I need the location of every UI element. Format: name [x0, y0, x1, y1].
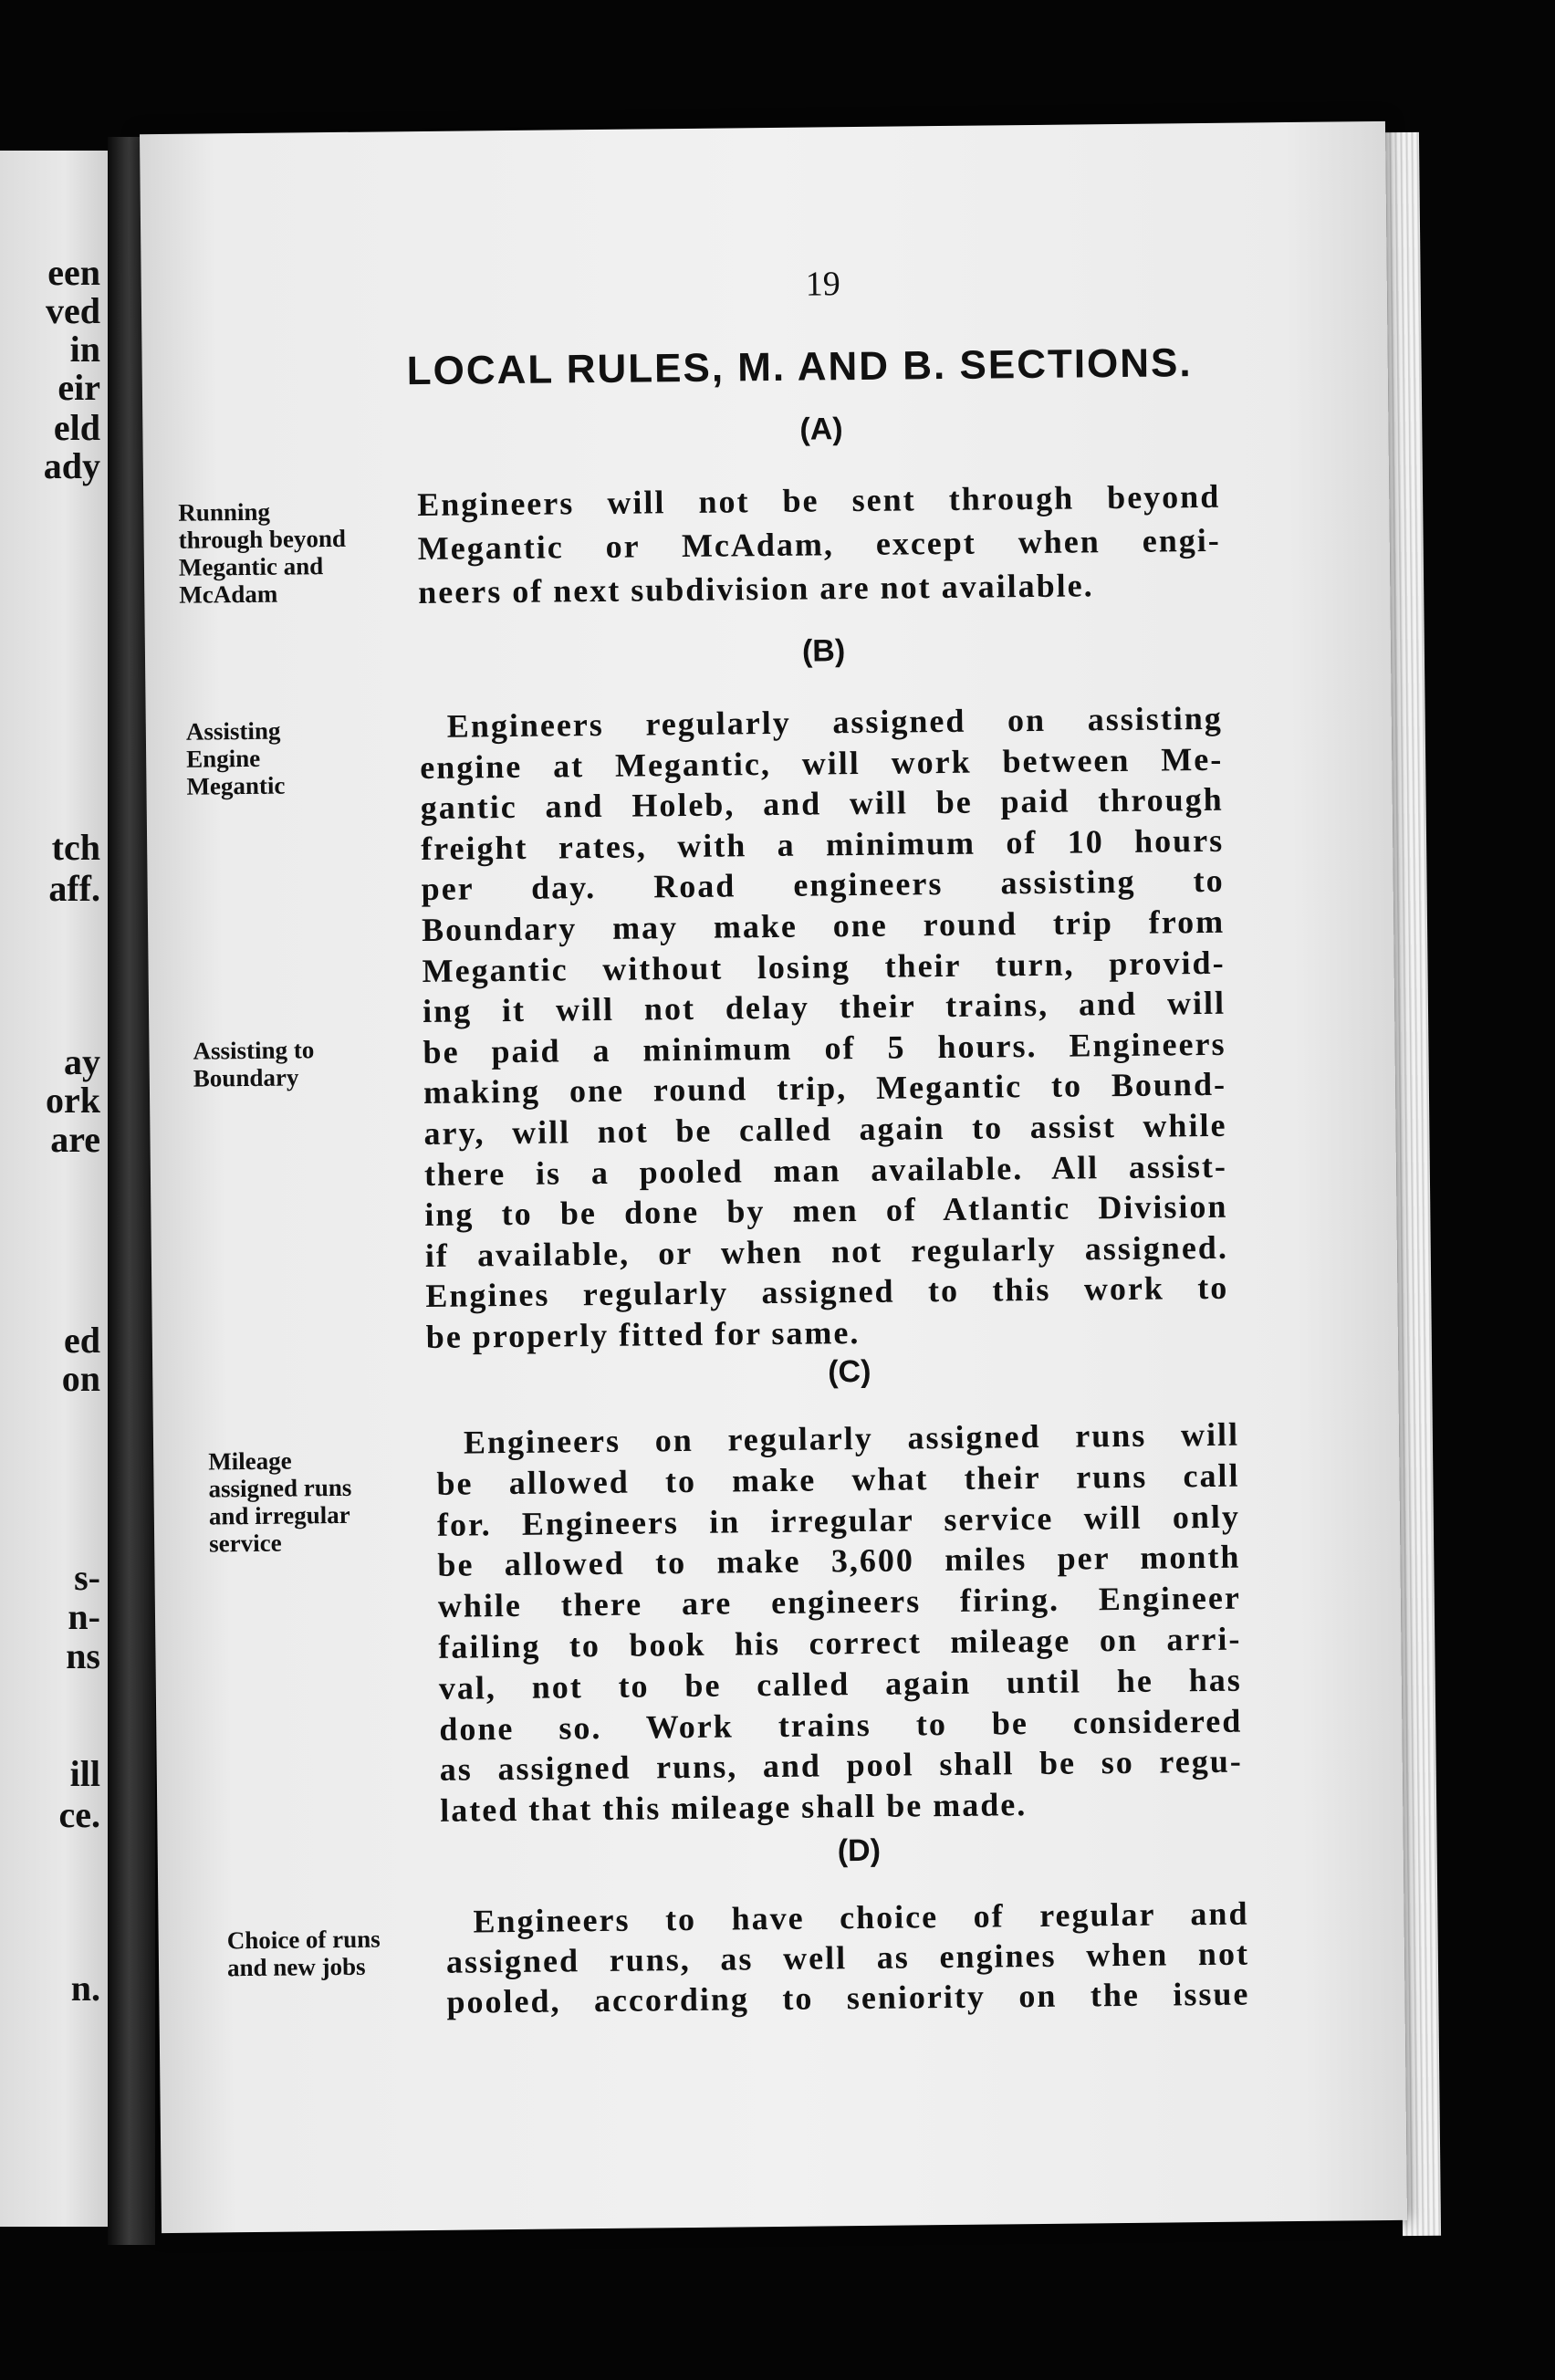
- text-line: Boundary may make one round trip from: [421, 903, 1226, 948]
- text-line: Engineers on regularly assigned runs will: [463, 1415, 1240, 1461]
- text-line: pooled, according to seniority on the issue: [446, 1975, 1250, 2020]
- section-a-text: [417, 475, 1221, 614]
- left-page-line: eir: [57, 367, 100, 408]
- section-c-text: [436, 1414, 1244, 1832]
- text-line: while there are engineers firing. Engineer: [437, 1579, 1242, 1625]
- text-line: failing to book his correct mileage on arri-: [438, 1620, 1242, 1665]
- page-number: 19: [805, 265, 840, 304]
- page-heading: LOCAL RULES, M. AND B. SECTIONS.: [406, 340, 1193, 394]
- left-page-line: s-: [74, 1557, 100, 1598]
- text-line: be allowed to make what their runs call: [436, 1456, 1240, 1502]
- section-label-a: (A): [799, 412, 843, 447]
- left-page-line: on: [61, 1358, 100, 1399]
- left-page-line: ork: [46, 1080, 100, 1121]
- text-line: assigned runs, as well as engines when not: [445, 1935, 1250, 1980]
- sidenote-assisting-engine: Assisting Engine Megantic: [185, 716, 286, 800]
- text-line: be properly fitted for same.: [425, 1313, 861, 1355]
- text-line: for. Engineers in irregular service will only: [436, 1498, 1241, 1543]
- text-line: be allowed to make 3,600 miles per month: [437, 1539, 1241, 1584]
- text-line: ing to be done by men of Atlantic Division: [424, 1187, 1228, 1234]
- text-line: Megantic without losing their turn, provid-: [422, 944, 1226, 989]
- left-page-line: ed: [64, 1320, 100, 1361]
- text-line: freight rates, with a minimum of 10 hours: [420, 821, 1225, 867]
- text-line: val, not to be called again until he has: [438, 1661, 1243, 1707]
- left-page-line: eld: [53, 407, 100, 448]
- left-page-line: een: [47, 252, 100, 293]
- text-line: Engineers will not be sent through beyond: [417, 477, 1221, 524]
- text-line: be paid a minimum of 5 hours. Engineers: [423, 1025, 1226, 1070]
- sidenote-assisting-boundary: Assisting to Boundary: [193, 1036, 315, 1092]
- section-label-b: (B): [801, 633, 846, 669]
- text-line: if available, or when not regularly assigned.: [424, 1228, 1229, 1274]
- left-page-line: tch: [51, 827, 100, 868]
- text-line: neers of next subdivision are not available.: [418, 567, 1094, 611]
- left-page-line: are: [50, 1119, 100, 1160]
- text-line: as assigned runs, and pool shall be so regu-: [439, 1743, 1243, 1789]
- text-line: ing it will not delay their trains, and will: [422, 984, 1226, 1030]
- text-line: making one round trip, Megantic to Bound-: [423, 1066, 1227, 1112]
- text-line: per day. Road engineers assisting to: [421, 862, 1225, 908]
- text-line: there is a pooled man available. All assist-: [423, 1147, 1228, 1193]
- left-page-line: aff.: [48, 868, 100, 909]
- left-page-line: ce.: [58, 1794, 100, 1835]
- text-line: engine at Megantic, will work between Me-: [420, 740, 1224, 786]
- section-d-text: [445, 1894, 1249, 2022]
- text-line: Engineers regularly assigned on assisting: [446, 699, 1223, 745]
- left-page-line: n.: [70, 1968, 100, 2009]
- text-line: Engineers to have choice of regular and: [473, 1895, 1249, 1940]
- left-page-line: in: [69, 329, 100, 370]
- sidenote-running-through: Running through beyond Megantic and McAdam: [178, 497, 347, 609]
- left-page-line: ill: [69, 1753, 100, 1794]
- previous-page-fragment: [0, 151, 108, 2227]
- sidenote-choice-of-runs: Choice of runs and new jobs: [226, 1925, 381, 1982]
- left-page-line: n-: [68, 1596, 100, 1637]
- section-label-d: (D): [837, 1832, 882, 1869]
- left-page-line: ved: [46, 290, 100, 331]
- text-line: ary, will not be called again to assist while: [423, 1106, 1227, 1152]
- text-line: gantic and Holeb, and will be paid through: [420, 781, 1224, 827]
- left-page-line: ay: [64, 1041, 100, 1082]
- text-line: Megantic or McAdam, except when engi-: [417, 521, 1221, 568]
- text-line: lated that this mileage shall be made.: [440, 1786, 1028, 1830]
- text-line: done so. Work trains to be considered: [439, 1702, 1243, 1748]
- book-page: [140, 121, 1407, 2233]
- section-b-text: [420, 698, 1229, 1358]
- text-line: Engines regularly assigned to this work to: [425, 1269, 1229, 1315]
- left-page-line: ns: [66, 1635, 100, 1676]
- left-page-line: ady: [43, 445, 100, 486]
- sidenote-mileage: Mileage assigned runs and irregular service: [208, 1446, 352, 1558]
- section-label-c: (C): [828, 1353, 871, 1390]
